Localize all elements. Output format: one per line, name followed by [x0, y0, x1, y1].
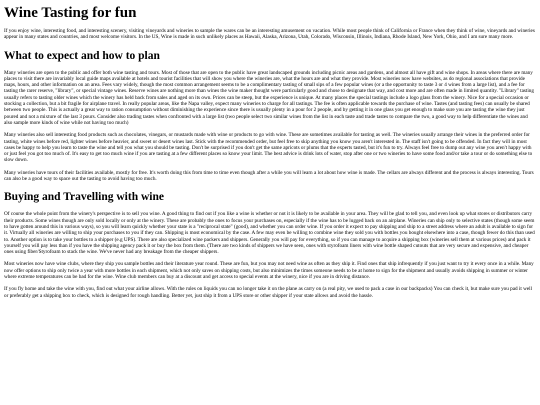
page-title: Wine Tasting for fun	[4, 5, 137, 21]
planning-paragraph-1: Many wineries are open to the public and offer both wine tasting and tours. Most of those that are open to the public have great landscaped grounds including picnic areas and gardens, and almost all have gift and wine shops. In areas where there are many places to visit there are invariably local guide maps available at hotels and tourist facilities that will show you where the wineries are, what the hours are and what they provide. Most wineries now have websites, as do regional associations that provide maps, hours, and other information on an area. Fees vary widely, though the most common arrangement seems to be a complimentary tasting of small sips of a few popular wines (or a the opportunity to taste 3 or 4 wines from a large list), and a fee for tasting the rarer reserve, "library", or special vintage wines. Reserve wines are nothing more than wines the wine maker thought were particularly good and chose to designate that way, and cost more and are often made in limited quantity. "Library" tasting usually refers to tasting older wines which the winery has held back from sales and aged on its own. Prices can be steep, but the experience is unique. At many places the special tastings include a logo glass from the winery. Nice for a special occasion or stocking a collection, but a bit fragile for airplane travel. In really popular areas, like the Napa valley, expect many wineries to charge for all tastings. The fee is often applicable towards the purchase of wine. Tastes (and tasting fees) can usually be shared between two people. This is actually a great way to ration consumption without diminishing the experience since there is usually plenty in a pour for 2 people, and by getting it in one glass you get enough to make sure you are tasting the wine they just poured and not a mixture of the last 3 pours. Consider also trading tastes when confronted with a large list (two people select two similar wines from the list in each taste and trade tastes to compare the two, a good way to help differentiate the wines and also sample more kinds of wine while not having too much)	[4, 69, 534, 126]
intro-paragraph: If you enjoy wine, interesting food, and interesting scenery, visiting vineyards and wineries to sample the wares can be an interesting amusement on vacation. While most people think of California or France when they think of wine, vineyards and wineries appear in many states and countries, and most welcome visitors. In the US, Wine is made in such unlikely places as Hawaii, Alaska, Arizona, Utah, Colorado, Wisconsin, Illinois, Indiana, Rhode Island, New York, Ohio, and I am sure many more.	[4, 28, 535, 41]
section-heading-planning: What to expect and how to plan	[4, 49, 160, 62]
planning-paragraph-3: Many wineries have tours of their facilities available, mostly for free. It's worth doing this from time to time even though after a while you will learn a lot about how wine is made. The cellars are always different and the process is always interesting. Tours can also be a good way to space out the tasting to avoid having too much.	[4, 169, 534, 183]
buying-paragraph-3: If you fly home and take the wine with you, find out what your airline allows. With the rules on liquids you can no longer take it on the plane as carry on (a real pity, we used to pack a case in our backpacks) You can check it, but make sure you pad it well or preferably get a shipping box to check, which is designed for rough handling. Better yet, just ship it from a UPS store or other shipper if your state allows and avoid the hassle.	[4, 286, 533, 299]
section-heading-buying: Buying and Travelling with wine	[4, 191, 164, 204]
buying-paragraph-1: Of course the whole point from the winery's perspective is to sell you wine. A good thing to find out if you like a wine is whether or not it is likely to be available in your area. They will be glad to tell you, and even look up what stores or distributors carry their products. Some wines though are only sold locally or only at the winery. These are probably the ones to focus your purchases on, especially if the wine has to be lugged back on an airplane. Wineries can ship only to selective states (though some seem to have gotten around this in various ways), so you will learn quickly whether your state is a "reciprocal state" (good), and whether you can order wine. If you order it expect to pay shipping and ship to a street address where an adult is available to sign for it. Virtually all wineries are willing to ship your purchases to you if they can. Shipping is most economical by the case. A few may even be willing to combine wine they sold you with bottles you bought elsewhere into a case, though fewer do this than used to. Another option is to take your bottles to a shipper (e.g UPS). There are also specialized wine packers and shippers. Generally you will pay for everything, so if you can manage to acquire a shipping box (wineries sell them at various prices) and pack it yourself you will pay less than if you have the shipping agency pack it or buy the box from them. (There are two kinds of shippers we have seen, ones with styrofoam liners with wine bottle shaped cutouts that are very secure and expensive, and cheaper ones using fiber/Styrofoam to stack the wine. We've never had any breakage from the cheaper shippers.	[4, 211, 535, 256]
buying-paragraph-2: Most wineries now have wine clubs, where they ship you sample bottles and their literature year round. These are fun, but you may not need wine as often as they ship it. Find ones that ship infrequently if you just want to try it every once in a while. Many now offer options to ship only twice a year with more bottles in each shipment, which not only saves on shipping costs, but also minimizes the times someone needs to be at home to sign for the shipment and usually avoids shipping in summer or winter where extreme temperatures can be bad for the wine. Wine club members can buy at a discount and get access to special events at the winery, nice if you are in driving distance.	[4, 261, 534, 281]
planning-paragraph-2: Many wineries also sell interesting food products such as chocolates, vinegars, or mustards made with wine or products to go with wine. These are sometimes available for tasting as well. The wineries usually arrange their wines in the preferred order for tasting, white wines before red, lighter wines before heavier, and sweet or desert wines last. Stick with the recommended order, but feel free to skip anything you know you aren't interested in. The staff isn't going to be offended. In fact they will in most cases be happy to help you learn to taste the wine and tell you what you should be tasting. Don't be surprised if you don't get the same apricots or plums that the experts tasted, but it's fun to try. Always feel free to dump out any wine you aren't happy with or just feel you got too much of. It's easy to get too much wine if you are tasting at a few different places so know your limit. The best advice is drink lots of water, stop after one or two wineries to have some food and/or take a tour or do something else to slow down.	[4, 132, 533, 164]
